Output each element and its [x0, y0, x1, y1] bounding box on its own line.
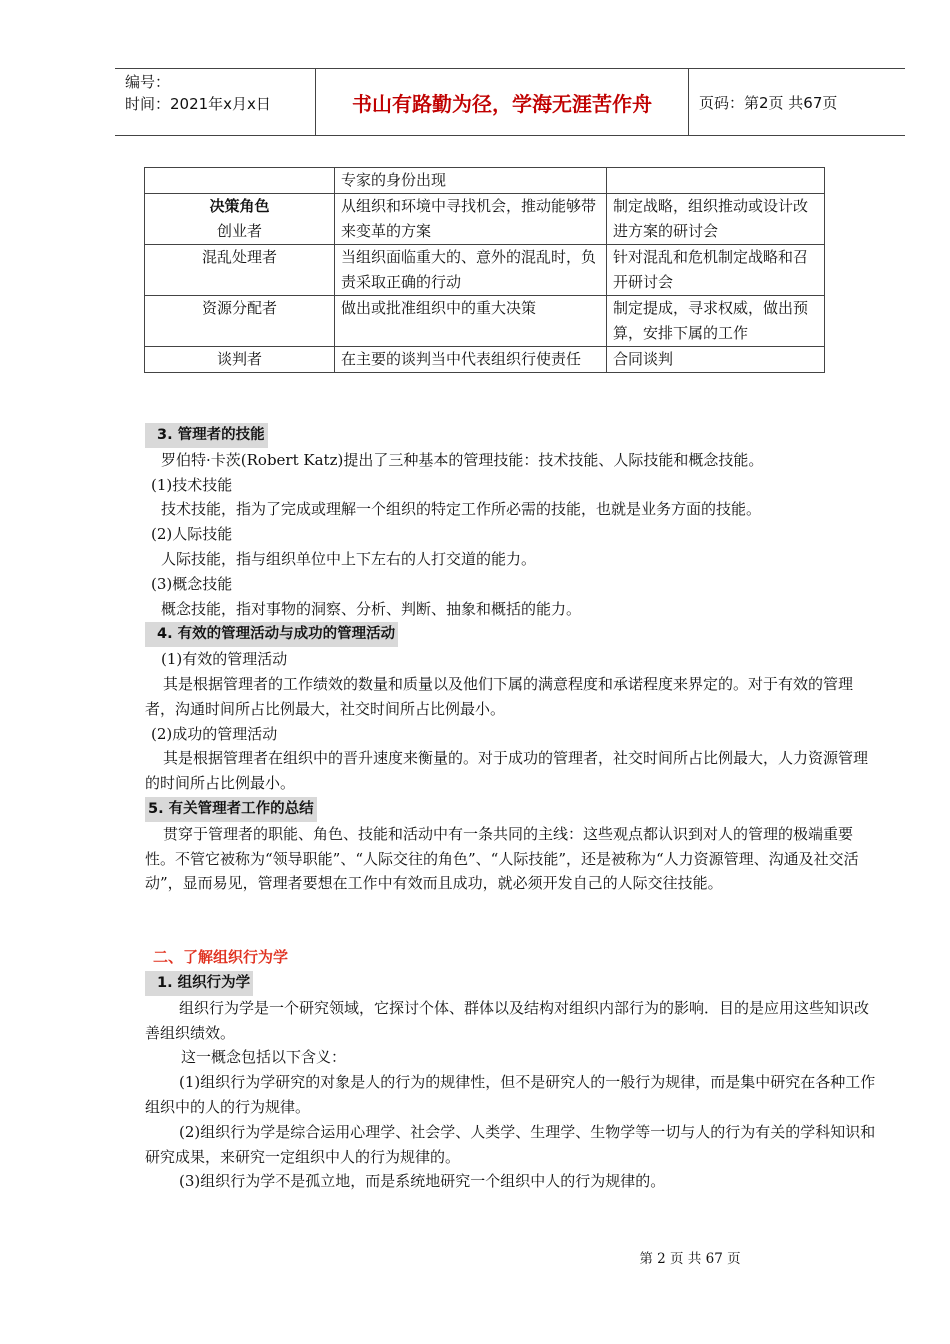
- role-cell: 资源分配者: [145, 296, 335, 347]
- table-row: [145, 168, 825, 194]
- subheading: (2)成功的管理活动: [151, 724, 278, 743]
- paragraph: 贯穿于管理者的职能、角色、技能和活动中有一条共同的主线：这些观点都认识到对人的管理的极端重要性。不管它被称为“领导职能”、“人际交往的角色”、“人际技能”，还是被称为“人力资源管理、沟通及社交活动”，显而易见，管理者要想在工作中有效而且成功，就必须开发自己的人际交往技能。: [145, 824, 859, 893]
- role-cell: [145, 194, 335, 245]
- role-cell: 混乱处理者: [145, 245, 335, 296]
- paragraph: (3)组织行为学不是孤立地，而是系统地研究一个组织中人的行为规律的。: [179, 1172, 666, 1191]
- footer-page-number: 第 2 页 共 67 页: [639, 1251, 741, 1267]
- example-cell: 合同谈判: [607, 347, 825, 373]
- table-row: [145, 296, 825, 347]
- body-text: [145, 422, 880, 1194]
- role-cell: [145, 168, 335, 194]
- table-row: [145, 347, 825, 373]
- desc-cell: 当组织面临重大的、意外的混乱时，负责采取正确的行动: [335, 245, 607, 296]
- role-cell: 谈判者: [145, 347, 335, 373]
- paragraph: 其是根据管理者的工作绩效的数量和质量以及他们下属的满意程度和承诺程度来界定的。对于有效的管理者，沟通时间所占比例最大，社交时间所占比例最小。: [145, 674, 854, 718]
- desc-cell: 从组织和环境中寻找机会，推动能够带来变革的方案: [335, 194, 607, 245]
- example-cell: 针对混乱和危机制定战略和召开研讨会: [607, 245, 825, 296]
- subheading: (3)概念技能: [151, 574, 233, 593]
- page-header: [115, 68, 905, 136]
- example-cell: [607, 168, 825, 194]
- example-cell: 制定提成，寻求权威，做出预算，安排下属的工作: [607, 296, 825, 347]
- table-row: [145, 245, 825, 296]
- paragraph: 概念技能，指对事物的洞察、分析、判断、抽象和概括的能力。: [161, 599, 582, 618]
- section-heading: 1. 组织行为学: [145, 971, 253, 996]
- paragraph: 这一概念包括以下含义：: [181, 1048, 347, 1067]
- paragraph: (1)组织行为学研究的对象是人的行为的规律性，但不是研究人的一般行为规律，而是集中研究在各种工作组织中的人的行为规律。: [145, 1073, 876, 1116]
- paragraph: (2)组织行为学是综合运用心理学、社会学、人类学、生理学、生物学等一切与人的行为有关的学科知识和研究成果，来研究一定组织中人的行为规律的。: [145, 1122, 876, 1166]
- desc-cell: 在主要的谈判当中代表组织行使责任: [335, 347, 607, 373]
- page-footer: [0, 1247, 950, 1267]
- desc-cell: 专家的身份出现: [335, 168, 607, 194]
- subheading: (2)人际技能: [151, 525, 233, 544]
- paragraph: 组织行为学是一个研究领域，它探讨个体、群体以及结构对组织内部行为的影响．目的是应用这些知识改善组织绩效。: [145, 998, 870, 1042]
- subheading: (1)有效的管理活动: [161, 650, 288, 669]
- manager-roles-table: [144, 167, 825, 373]
- paragraph: 技术技能，指为了完成或理解一个组织的特定工作所必需的技能，也就是业务方面的技能。: [161, 500, 762, 519]
- paragraph: 其是根据管理者在组织中的晋升速度来衡量的。对于成功的管理者，社交时间所占比例最大，人力资源管理的时间所占比例最小。: [145, 749, 869, 793]
- section-heading: 5. 有关管理者工作的总结: [145, 797, 317, 822]
- paragraph: 罗伯特·卡茨(Robert Katz)提出了三种基本的管理技能：技术技能、人际技能和概念技能。: [161, 450, 764, 469]
- header-meta: [115, 69, 315, 135]
- section-heading: 4. 有效的管理活动与成功的管理活动: [145, 622, 398, 647]
- header-time: 时间：2021年x月x日: [125, 95, 271, 113]
- part-heading: 二、了解组织行为学: [153, 948, 289, 967]
- header-motto: 书山有路勤为径，学海无涯苦作舟: [315, 69, 689, 135]
- header-number: 编号：: [125, 73, 171, 91]
- role-name: 创业者: [216, 222, 262, 240]
- role-group-label: 决策角色: [209, 197, 270, 215]
- table-row: [145, 194, 825, 245]
- subheading: (1)技术技能: [151, 475, 233, 494]
- desc-cell: 做出或批准组织中的重大决策: [335, 296, 607, 347]
- section-heading: 3. 管理者的技能: [145, 423, 268, 448]
- header-page-number: 页码：第2页 共67页: [699, 93, 838, 112]
- example-cell: 制定战略，组织推动或设计改进方案的研讨会: [607, 194, 825, 245]
- paragraph: 人际技能，指与组织单位中上下左右的人打交道的能力。: [161, 549, 537, 568]
